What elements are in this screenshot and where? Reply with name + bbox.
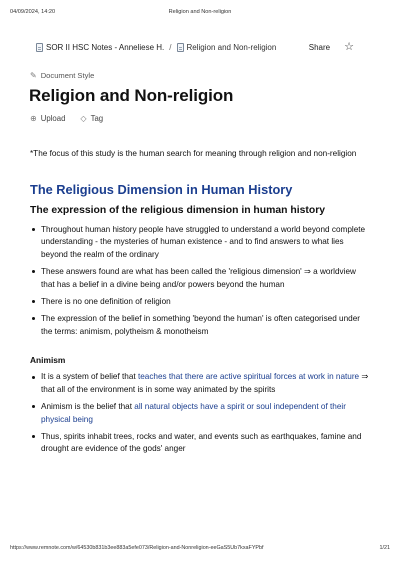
topbar-actions bbox=[309, 43, 354, 52]
breadcrumb-item-parent[interactable] bbox=[36, 43, 164, 52]
tag-label: Tag bbox=[90, 114, 104, 123]
animism-heading[interactable]: Animism bbox=[30, 355, 66, 366]
print-footer bbox=[10, 545, 390, 555]
page-icon bbox=[36, 43, 43, 52]
list-item[interactable]: These answers found are what has been called the 'religious dimension' ⇒ a worldview that has a belief in a divine being and/or powers beyond the human bbox=[30, 266, 370, 291]
page-title: Religion and Non-religion bbox=[29, 86, 234, 105]
section-heading[interactable]: The Religious Dimension in Human History bbox=[30, 181, 293, 197]
list-item[interactable]: Throughout human history people have struggled to understand a world beyond complete understanding - the mysteries of human existence - and to find answers to what lies beyond the realm of the ordinary bbox=[30, 224, 370, 262]
document-style-button[interactable] bbox=[30, 71, 94, 80]
page-number: 1/21 bbox=[379, 545, 390, 551]
highlighted-text: teaches that there are active spiritual forces at work in nature bbox=[137, 372, 360, 382]
bullet-list bbox=[30, 224, 370, 339]
list-item[interactable]: There is no one definition of religion bbox=[30, 296, 370, 309]
document-style-label: Document Style bbox=[40, 71, 95, 80]
meta-row bbox=[30, 114, 118, 123]
highlighted-text: all natural objects have a spirit or soul independent of their physical being bbox=[41, 401, 346, 424]
print-header bbox=[10, 9, 390, 19]
list-item[interactable]: Thus, spirits inhabit trees, rocks and water, and events such as earthquakes, famine and drought are evidence of the gods' anger bbox=[30, 431, 370, 456]
intro-paragraph[interactable]: *The focus of this study is the human search for meaning through religion and non-religion bbox=[30, 149, 357, 158]
star-icon[interactable]: ☆ bbox=[344, 41, 354, 53]
print-url: https://www.remnote.com/w/64530b831b3ee883a5efe073/Religion-and-Nonreligion-eeGaS5Ub7kxaFYPbf bbox=[10, 545, 264, 551]
brush-icon: ✎ bbox=[30, 71, 37, 80]
list-item[interactable] bbox=[30, 371, 370, 396]
breadcrumb-separator: / bbox=[169, 43, 172, 52]
print-title: Religion and Non-religion bbox=[168, 9, 232, 15]
tag-icon: ◇ bbox=[80, 114, 87, 123]
print-datetime: 04/09/2024, 14:20 bbox=[10, 9, 56, 15]
text-run: It is a system of belief that bbox=[41, 372, 138, 382]
upload-button[interactable] bbox=[30, 114, 65, 123]
sub-heading[interactable]: The expression of the religious dimension in human history bbox=[30, 204, 326, 216]
tag-button[interactable] bbox=[80, 114, 103, 123]
breadcrumb-label: Religion and Non-religion bbox=[186, 43, 277, 52]
list-item[interactable]: The expression of the belief in something 'beyond the human' is often categorised under the terms: animism, polytheism & monotheism bbox=[30, 313, 370, 338]
share-button[interactable]: Share bbox=[308, 43, 331, 52]
breadcrumb-label: SOR II HSC Notes - Anneliese H. bbox=[46, 43, 165, 52]
breadcrumb bbox=[36, 43, 276, 52]
document-body bbox=[30, 148, 370, 460]
text-run: ⇒ that all of the environment is in some way animated by the spirits bbox=[41, 372, 369, 394]
text-run: Animism is the belief that bbox=[41, 401, 135, 411]
upload-label: Upload bbox=[40, 114, 66, 123]
page-icon bbox=[177, 43, 184, 52]
animism-list bbox=[30, 371, 370, 456]
upload-icon: ⊕ bbox=[30, 114, 37, 123]
top-bar bbox=[36, 43, 354, 57]
breadcrumb-item-current[interactable] bbox=[177, 43, 277, 52]
list-item[interactable] bbox=[30, 401, 370, 426]
